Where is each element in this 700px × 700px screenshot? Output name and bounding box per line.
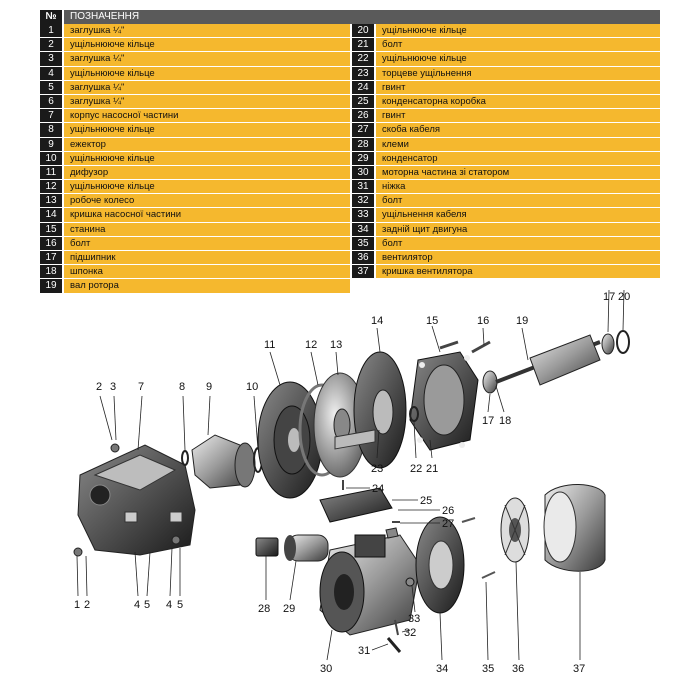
legend-row — [350, 38, 660, 52]
legend-row-label: клеми — [376, 138, 660, 152]
legend-row-number: 15 — [40, 223, 62, 237]
legend-row-label: корпус насосної частини — [64, 109, 350, 123]
legend-row-label: кришка вентилятора — [376, 265, 660, 279]
callout-2-bottom: 2 — [84, 599, 91, 611]
legend-row-label: гвинт — [376, 81, 660, 95]
legend-row-number: 26 — [352, 109, 374, 123]
legend-row — [350, 265, 660, 279]
legend-row — [40, 123, 350, 137]
legend-row — [350, 138, 660, 152]
callout-20: 20 — [618, 291, 631, 303]
legend-row-label: болт — [376, 38, 660, 52]
callout-3: 3 — [110, 381, 117, 393]
callout-35: 35 — [482, 663, 495, 675]
legend-row-label: болт — [376, 237, 660, 251]
legend-row — [40, 251, 350, 265]
callout-15: 15 — [426, 315, 439, 327]
legend-header — [40, 10, 660, 24]
bolt-35b — [482, 572, 495, 578]
legend-row-label: ущільнююче кільце — [64, 67, 350, 81]
legend-row — [40, 194, 350, 208]
legend-row-label: болт — [376, 194, 660, 208]
legend-row-number: 19 — [40, 279, 62, 293]
bearing-17 — [483, 371, 497, 393]
callout-19: 19 — [516, 315, 529, 327]
o-ring-20 — [617, 331, 629, 353]
legend-row-label: конденсаторна коробка — [376, 95, 660, 109]
callout-8: 8 — [179, 381, 186, 393]
bolt-35 — [462, 518, 475, 522]
bolt-16b — [440, 342, 458, 348]
legend-row-label: гвинт — [376, 109, 660, 123]
legend-row-label: ущільнююче кільце — [64, 38, 350, 52]
legend-row-label: конденсатор — [376, 152, 660, 166]
legend-row — [40, 52, 350, 66]
callout-9: 9 — [206, 381, 213, 393]
legend-row-label: робоче колесо — [64, 194, 350, 208]
legend-row-number: 35 — [352, 237, 374, 251]
legend-row-number: 34 — [352, 223, 374, 237]
legend-row — [350, 194, 660, 208]
legend-row — [350, 180, 660, 194]
pump-body — [74, 444, 195, 556]
legend-row — [350, 109, 660, 123]
legend-row-number: 3 — [40, 52, 62, 66]
motor-stator — [320, 535, 420, 635]
legend-row-label: шпонка — [64, 265, 350, 279]
legend-row-label: ущільнююче кільце — [64, 152, 350, 166]
legend-row — [40, 208, 350, 222]
legend-row-label: скоба кабеля — [376, 123, 660, 137]
legend-row-label: вентилятор — [376, 251, 660, 265]
callout-17-bottom: 17 — [482, 415, 495, 427]
callout-1: 1 — [74, 599, 81, 611]
motor-frame — [410, 352, 478, 450]
legend-header-number: № — [40, 10, 62, 24]
legend-row-label: станина — [64, 223, 350, 237]
callout-21: 21 — [426, 463, 439, 475]
diffuser — [258, 382, 322, 498]
legend-row — [40, 138, 350, 152]
callout-22: 22 — [410, 463, 423, 475]
legend-row-number: 31 — [352, 180, 374, 194]
legend-row-number: 2 — [40, 38, 62, 52]
callout-30: 30 — [320, 663, 333, 675]
legend-row-label: болт — [64, 237, 350, 251]
callout-4b: 4 — [166, 599, 173, 611]
parts-legend-table — [40, 10, 660, 294]
legend-row-number: 29 — [352, 152, 374, 166]
bearing-17-right — [602, 334, 614, 354]
legend-row-label: вал ротора — [64, 279, 350, 293]
legend-header-title: ПОЗНАЧЕННЯ — [64, 10, 660, 24]
legend-row-label: заглушка ¼" — [64, 52, 350, 66]
legend-row-number: 37 — [352, 265, 374, 279]
legend-row-label: торцеве ущільнення — [376, 67, 660, 81]
capacitor — [284, 535, 328, 561]
legend-row-label: заглушка ¼" — [64, 95, 350, 109]
legend-row-number: 18 — [40, 265, 62, 279]
legend-row-number: 4 — [40, 67, 62, 81]
callout-5b: 5 — [177, 599, 184, 611]
legend-row-label: моторна частина зі статором — [376, 166, 660, 180]
legend-row-number: 14 — [40, 208, 62, 222]
callout-37: 37 — [573, 663, 586, 675]
callout-27: 27 — [442, 518, 455, 530]
legend-row-label: ущільнююче кільце — [64, 123, 350, 137]
callout-23: 23 — [371, 463, 384, 475]
legend-row — [40, 38, 350, 52]
legend-row-number: 36 — [352, 251, 374, 265]
legend-row-number: 21 — [352, 38, 374, 52]
legend-row-number: 30 — [352, 166, 374, 180]
legend-row — [350, 166, 660, 180]
callout-25: 25 — [420, 495, 433, 507]
legend-row — [350, 152, 660, 166]
legend-row-label: ежектор — [64, 138, 350, 152]
bolt-16 — [472, 342, 490, 352]
callout-33: 33 — [408, 613, 421, 625]
legend-row-label: підшипник — [64, 251, 350, 265]
legend-row-number: 6 — [40, 95, 62, 109]
legend-right-column — [350, 24, 660, 294]
callout-26: 26 — [442, 505, 455, 517]
ejector — [192, 435, 255, 488]
callout-28: 28 — [258, 603, 271, 615]
legend-row-label: дифузор — [64, 166, 350, 180]
callout-18: 18 — [499, 415, 512, 427]
legend-row-number: 33 — [352, 208, 374, 222]
legend-row — [350, 95, 660, 109]
legend-row — [40, 237, 350, 251]
legend-row — [40, 180, 350, 194]
callout-13: 13 — [330, 339, 343, 351]
fan — [501, 498, 529, 562]
legend-row — [350, 24, 660, 38]
terminals — [256, 538, 278, 556]
legend-row — [350, 52, 660, 66]
callout-24: 24 — [372, 483, 385, 495]
legend-row-number: 10 — [40, 152, 62, 166]
callout-4a: 4 — [134, 599, 141, 611]
legend-row-number: 20 — [352, 24, 374, 38]
legend-row-number: 27 — [352, 123, 374, 137]
callout-36: 36 — [512, 663, 525, 675]
legend-row-number: 13 — [40, 194, 62, 208]
pump-cover — [354, 352, 406, 468]
callout-2-top: 2 — [96, 381, 103, 393]
legend-row-label: заглушка ¼" — [64, 81, 350, 95]
foot-31 — [388, 638, 400, 652]
legend-row-number: 9 — [40, 138, 62, 152]
legend-row-number: 7 — [40, 109, 62, 123]
legend-row-number: 28 — [352, 138, 374, 152]
legend-row — [40, 67, 350, 81]
callout-14: 14 — [371, 315, 384, 327]
callout-12: 12 — [305, 339, 318, 351]
legend-row — [40, 265, 350, 279]
legend-row — [350, 223, 660, 237]
legend-row-label: задній щит двигуна — [376, 223, 660, 237]
callout-31: 31 — [358, 645, 371, 657]
callout-7: 7 — [138, 381, 145, 393]
callout-32: 32 — [404, 627, 417, 639]
legend-row — [350, 123, 660, 137]
legend-row-label: ущільнююче кільце — [376, 24, 660, 38]
legend-row-number: 1 — [40, 24, 62, 38]
legend-row — [350, 81, 660, 95]
callout-34: 34 — [436, 663, 449, 675]
legend-row-label: заглушка ¼" — [64, 24, 350, 38]
legend-row-label: ущільнююче кільце — [376, 52, 660, 66]
rear-shield — [416, 517, 464, 613]
callout-11: 11 — [264, 339, 276, 351]
legend-row-number: 22 — [352, 52, 374, 66]
callout-5a: 5 — [144, 599, 151, 611]
legend-left-column — [40, 24, 350, 294]
legend-row-number: 17 — [40, 251, 62, 265]
o-ring-8 — [182, 451, 188, 465]
legend-row-number: 11 — [40, 166, 62, 180]
callout-16: 16 — [477, 315, 490, 327]
legend-row-number: 12 — [40, 180, 62, 194]
rotor-shaft — [496, 335, 600, 385]
legend-row-number: 8 — [40, 123, 62, 137]
cable-clamp-27 — [386, 528, 398, 538]
legend-row — [350, 251, 660, 265]
callout-29: 29 — [283, 603, 296, 615]
legend-row-number: 23 — [352, 67, 374, 81]
legend-row — [40, 81, 350, 95]
fan-cover — [544, 484, 605, 571]
legend-row — [40, 166, 350, 180]
legend-row — [40, 152, 350, 166]
legend-row — [40, 24, 350, 38]
callout-17-top: 17 — [603, 291, 616, 303]
legend-row-number: 25 — [352, 95, 374, 109]
legend-row-label: ущільнююче кільце — [64, 180, 350, 194]
legend-row-label: ущільнення кабеля — [376, 208, 660, 222]
legend-row-number: 32 — [352, 194, 374, 208]
legend-row-number: 16 — [40, 237, 62, 251]
legend-row-number: 24 — [352, 81, 374, 95]
legend-row — [40, 223, 350, 237]
legend-row-label: кришка насосної частини — [64, 208, 350, 222]
legend-row-label: ніжка — [376, 180, 660, 194]
legend-row — [40, 109, 350, 123]
legend-row — [350, 208, 660, 222]
legend-row — [350, 237, 660, 251]
exploded-pump-diagram — [0, 290, 700, 700]
callout-10: 10 — [246, 381, 259, 393]
legend-row — [350, 67, 660, 81]
legend-row — [40, 95, 350, 109]
legend-row-number: 5 — [40, 81, 62, 95]
